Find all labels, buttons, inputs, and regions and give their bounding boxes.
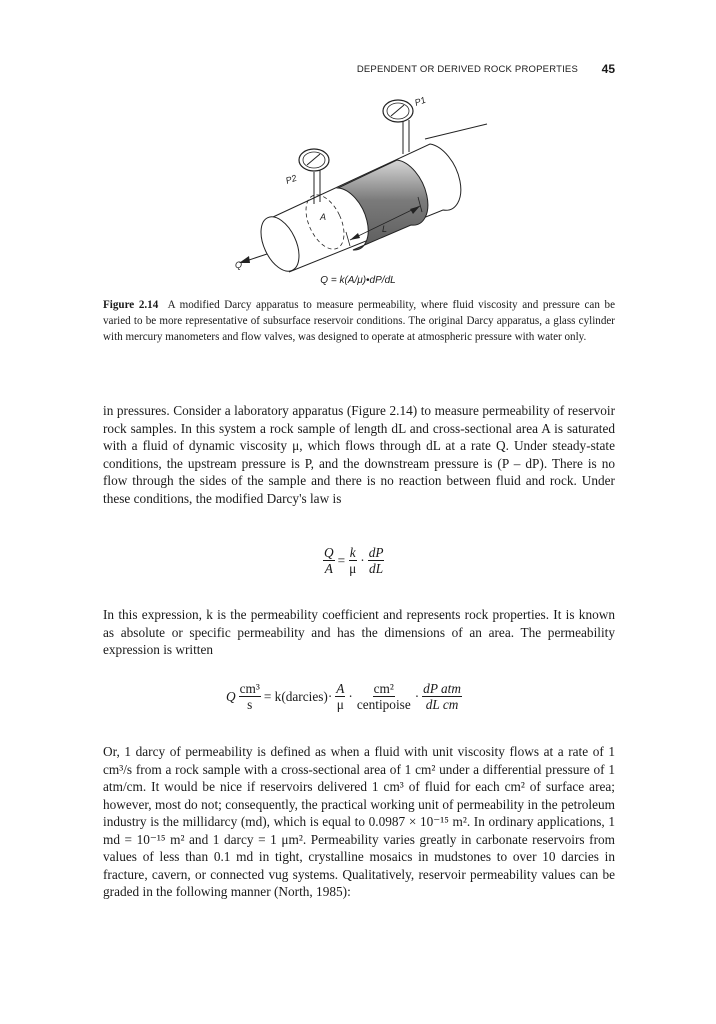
eq1-num: Q: [324, 545, 334, 560]
label-q: Q: [235, 260, 243, 270]
eq1-frac-q-a: [323, 546, 335, 576]
running-head: DEPENDENT OR DERIVED ROCK PROPERTIES: [356, 64, 578, 75]
eq2-a: A: [336, 681, 345, 696]
eq1-dot: ·: [360, 553, 365, 569]
eq1-frac-k-mu: [348, 546, 357, 576]
eq2-frac-cm3-s: [239, 682, 261, 712]
eq2-dot2: ·: [414, 689, 420, 705]
eq1-k: k: [349, 545, 356, 560]
eq2-dp-atm: dP atm: [423, 681, 461, 696]
caption-text: A modified Darcy apparatus to measure permeability, where fluid viscosity and pressure can be varied to be more representative of subsurface reservoir conditions. The original Darcy apparatus, a glass cylinder with mercury manometers and flow valves, was designed to operate at atmospheric pressure with water only.: [103, 299, 615, 343]
label-p2: P2: [284, 172, 299, 186]
permeability-unit-equation: [226, 682, 462, 712]
page-number: 45: [601, 62, 615, 76]
eq2-frac-cm2-cp: [356, 682, 412, 712]
caption-label: Figure 2.14: [103, 299, 159, 311]
eq2-q: Q: [226, 689, 236, 705]
body-paragraph-1: in pressures. Consider a laboratory apparatus (Figure 2.14) to measure permeability of reservoir rock samples. In this system a rock sample of length dL and cross-sectional area A is saturated with a fluid of dynamic viscosity μ, which flows through dL at a rate Q. Under steady-state conditions, the upstream pressure is P, and the downstream pressure is (P – dP). There is no flow through the sides of the sample and there is no reaction between fluid and rock. Under these conditions, the modified Darcy's law is: [103, 403, 615, 506]
eq2-frac-dp-dl: [422, 682, 462, 712]
label-p1: P1: [413, 94, 428, 108]
label-l: L: [382, 224, 388, 234]
label-a: A: [320, 212, 327, 222]
page-header: [0, 62, 716, 80]
figure-caption: [103, 297, 615, 345]
eq2-dl-cm: dL cm: [425, 697, 459, 713]
body-paragraph-2: In this expression, k is the permeability coefficient and represents rock properties. It is known as absolute or specific permeability and has the dimensions of an area. The permeability expression is written: [103, 607, 615, 657]
eq1-equals: =: [337, 553, 346, 569]
eq1-dp: dP: [368, 545, 384, 560]
eq2-s: s: [247, 697, 253, 713]
eq1-dl: dL: [369, 561, 384, 577]
eq1-frac-dp-dl: [368, 546, 385, 576]
eq2-k-darcies: = k(darcies)·: [263, 689, 333, 705]
eq1-den: A: [324, 561, 333, 577]
eq2-mu: μ: [336, 697, 344, 713]
eq2-centipoise: centipoise: [356, 697, 411, 713]
eq1-mu: μ: [349, 561, 357, 577]
eq2-cm2: cm²: [373, 681, 394, 696]
darcy-apparatus-figure: [225, 92, 495, 282]
eq2-cm3: cm³: [239, 681, 260, 696]
darcy-equation: [323, 546, 384, 576]
eq2-frac-a-mu: [335, 682, 345, 712]
eq2-dot1: ·: [348, 689, 353, 705]
body-paragraph-3: Or, 1 darcy of permeability is defined as when a fluid with unit viscosity flows at a rate of 1 cm³/s from a rock sample with a cross-sectional area of 1 cm² under a differential pressure of 1 atm/cm. It would be nice if reservoirs delivered 1 cm³ of fluid for each cm² of surface area; however, most do not; consequently, the practical working unit of permeability in the petroleum industry is the millidarcy (md), which is equal to 0.0987 × 10⁻¹⁵ m². In ordinary applications, 1 md = 10⁻¹⁵ m² and 1 darcy = 1 μm². Permeability varies greatly in carbonate reservoirs from values of less than 0.1 md in tight, crystalline mosaics in mudstones to over 10 darcies in fracture, cavern, or connected vug systems. Qualitatively, reservoir permeability values can be graded in the following manner (North, 1985):: [103, 744, 615, 899]
figure-formula: Q = k(A/μ)•dP/dL: [320, 275, 396, 286]
